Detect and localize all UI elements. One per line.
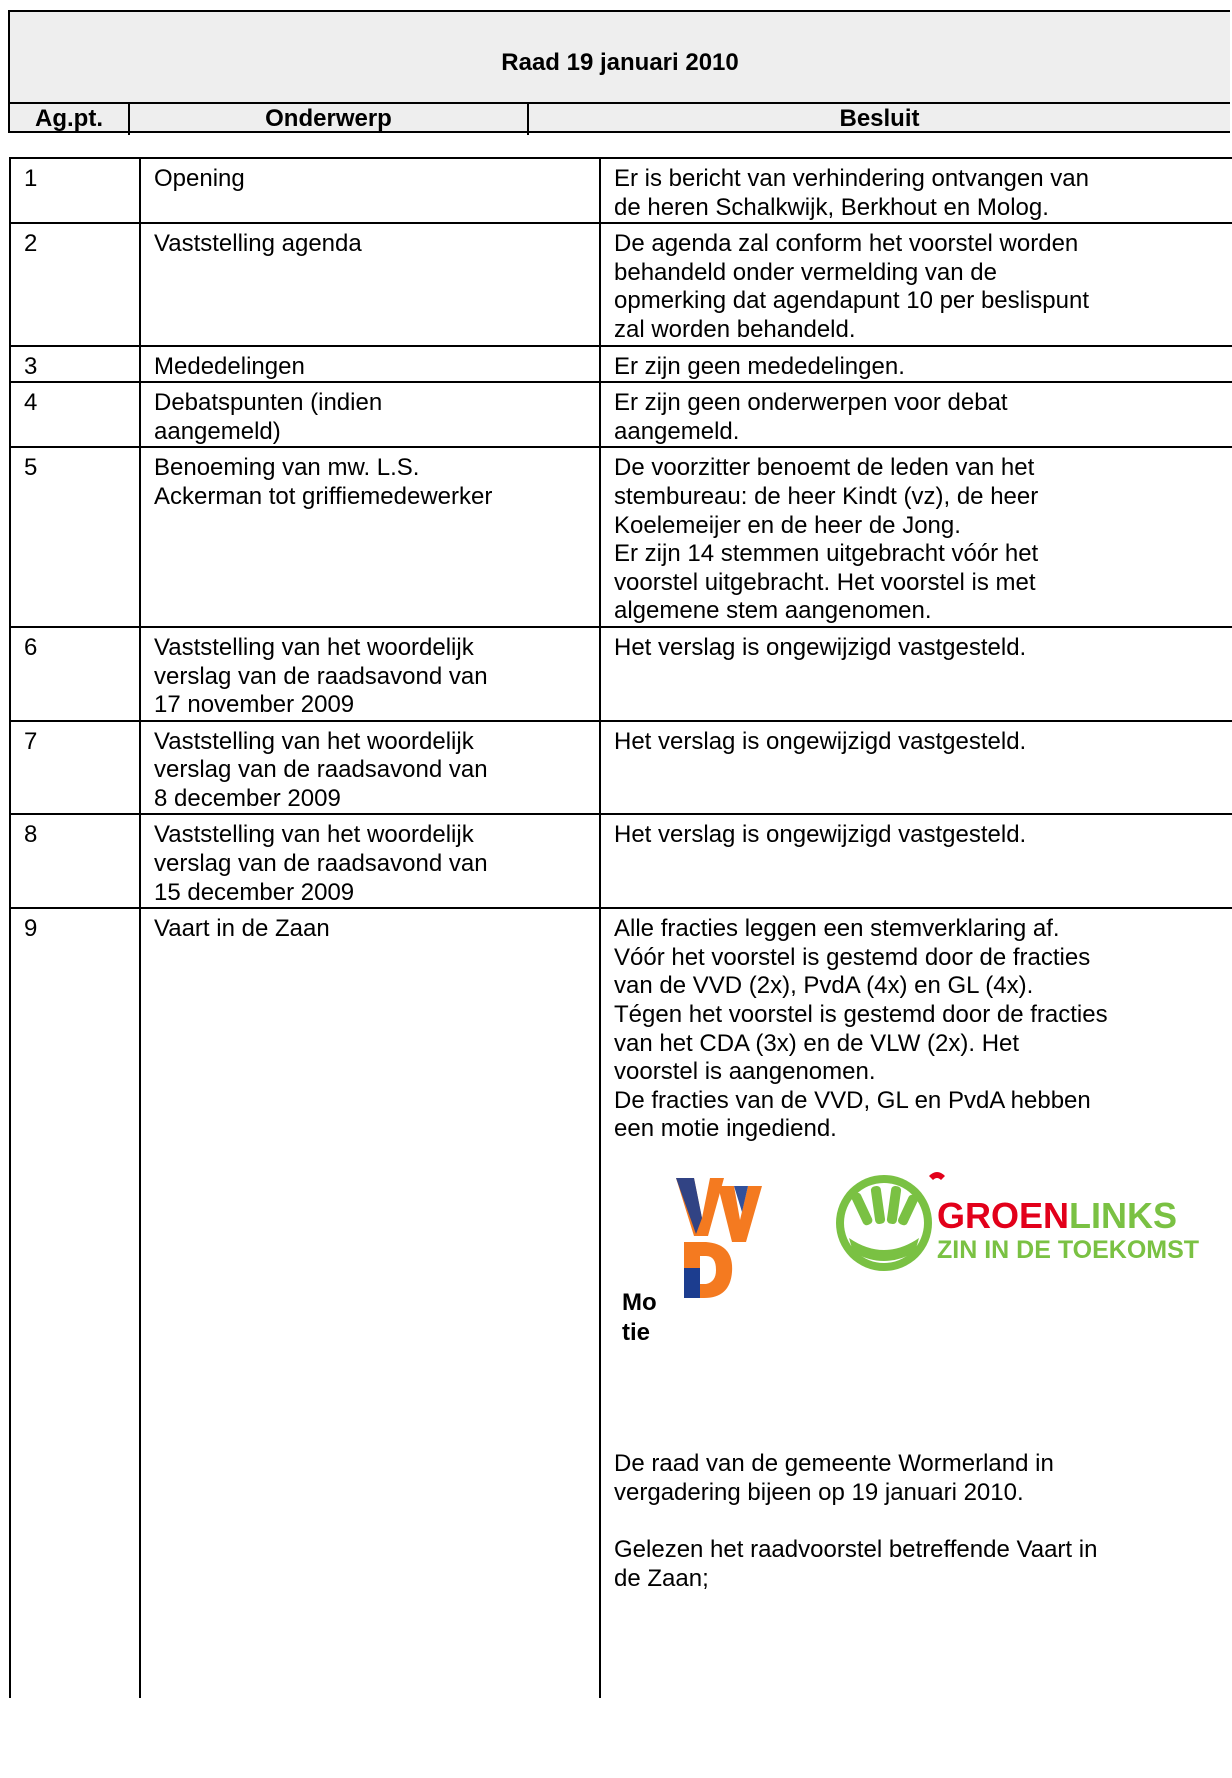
- motion-paragraph: Gelezen het raadvoorstel betreffende Vaart in de Zaan;: [614, 1536, 1098, 1592]
- header-block: [8, 10, 1230, 133]
- table-row: [10, 908, 1232, 1698]
- agenda-decision: Het verslag is ongewijzigd vastgesteld.: [600, 814, 1232, 908]
- motion-paragraph: De raad van de gemeente Wormerland in vergadering bijeen op 19 januari 2010.: [614, 1450, 1054, 1506]
- agenda-subject: Vaststelling agenda: [140, 223, 600, 345]
- agenda-decision: Er is bericht van verhindering ontvangen van de heren Schalkwijk, Berkhout en Molog.: [600, 158, 1232, 223]
- gl-logo-slogan: ZIN IN DE TOEKOMST: [937, 1236, 1200, 1264]
- table-row: [10, 627, 1232, 721]
- vvd-logo-icon: [672, 1172, 782, 1302]
- decision-text: Alle fracties leggen een stemverklaring af. Vóór het voorstel is gestemd door de fracties van de VVD (2x), PvdA (4x) en GL (4x). Tégen het voorstel is gestemd door de fracties van het CDA (3x) en de VLW (2x). Het voorstel is aangenomen. De fracties van de VVD, GL en PvdA hebben een motie ingediend.: [614, 915, 1108, 1143]
- table-row: [10, 382, 1232, 447]
- agenda-number: 6: [10, 627, 140, 721]
- col-header-besluit: Besluit: [839, 105, 920, 132]
- col-header-agpt: Ag.pt.: [10, 104, 130, 135]
- table-row: [10, 721, 1232, 815]
- gl-logo-text-groen: GROEN: [937, 1195, 1070, 1236]
- agenda-decision: Er zijn geen onderwerpen voor debat aangemeld.: [600, 382, 1232, 447]
- gl-logo-text-links: LINKS: [1069, 1195, 1178, 1236]
- table-row: [10, 158, 1232, 223]
- agenda-subject: Opening: [140, 158, 600, 223]
- table-row: [10, 346, 1232, 383]
- agenda-number: 2: [10, 223, 140, 345]
- agenda-decision: Het verslag is ongewijzigd vastgesteld.: [600, 627, 1232, 721]
- table-row: [10, 814, 1232, 908]
- agenda-decision: De voorzitter benoemt de leden van het stembureau: de heer Kindt (vz), de heer Koelemeijer en de heer de Jong. Er zijn 14 stemmen uitgebracht vóór het voorstel uitgebracht. Het voorstel is met algemene stem aangenomen.: [600, 447, 1232, 627]
- agenda-subject: Debatspunten (indien aangemeld): [140, 382, 600, 447]
- agenda-decision: Het verslag is ongewijzigd vastgesteld.: [600, 721, 1232, 815]
- agenda-number: 1: [10, 158, 140, 223]
- agenda-subject: Vaart in de Zaan: [140, 908, 600, 1698]
- table-row: [10, 223, 1232, 345]
- agenda-subject: Vaststelling van het woordelijk verslag van de raadsavond van 8 december 2009: [140, 721, 600, 815]
- table-row: [10, 447, 1232, 627]
- party-logos: [614, 1150, 1219, 1450]
- column-headers: [10, 102, 1230, 135]
- vvd-logo-text: VVD: [672, 1172, 675, 1173]
- agenda-number: 3: [10, 346, 140, 383]
- agenda-number: 8: [10, 814, 140, 908]
- agenda-decision: De agenda zal conform het voorstel worden behandeld onder vermelding van de opmerking dat agendapunt 10 per beslispunt zal worden behandeld.: [600, 223, 1232, 345]
- agenda-subject: Vaststelling van het woordelijk verslag van de raadsavond van 15 december 2009: [140, 814, 600, 908]
- agenda-number: 5: [10, 447, 140, 627]
- agenda-subject: Mededelingen: [140, 346, 600, 383]
- agenda-decision: Er zijn geen mededelingen.: [600, 346, 1232, 383]
- page-title: Raad 19 januari 2010: [501, 49, 739, 76]
- agenda-decision-motion: [600, 908, 1232, 1698]
- agenda-table: [9, 157, 1232, 1698]
- agenda-subject: Vaststelling van het woordelijk verslag van de raadsavond van 17 november 2009: [140, 627, 600, 721]
- motion-label: Mo tie: [622, 1289, 657, 1346]
- agenda-number: 4: [10, 382, 140, 447]
- svg-text:GROENLINKS: [937, 1195, 1177, 1236]
- agenda-number: 9: [10, 908, 140, 1698]
- agenda-number: 7: [10, 721, 140, 815]
- col-header-onderwerp: Onderwerp: [130, 104, 529, 135]
- groenlinks-logo-icon: [829, 1158, 1200, 1288]
- agenda-subject: Benoeming van mw. L.S. Ackerman tot griffiemedewerker: [140, 447, 600, 627]
